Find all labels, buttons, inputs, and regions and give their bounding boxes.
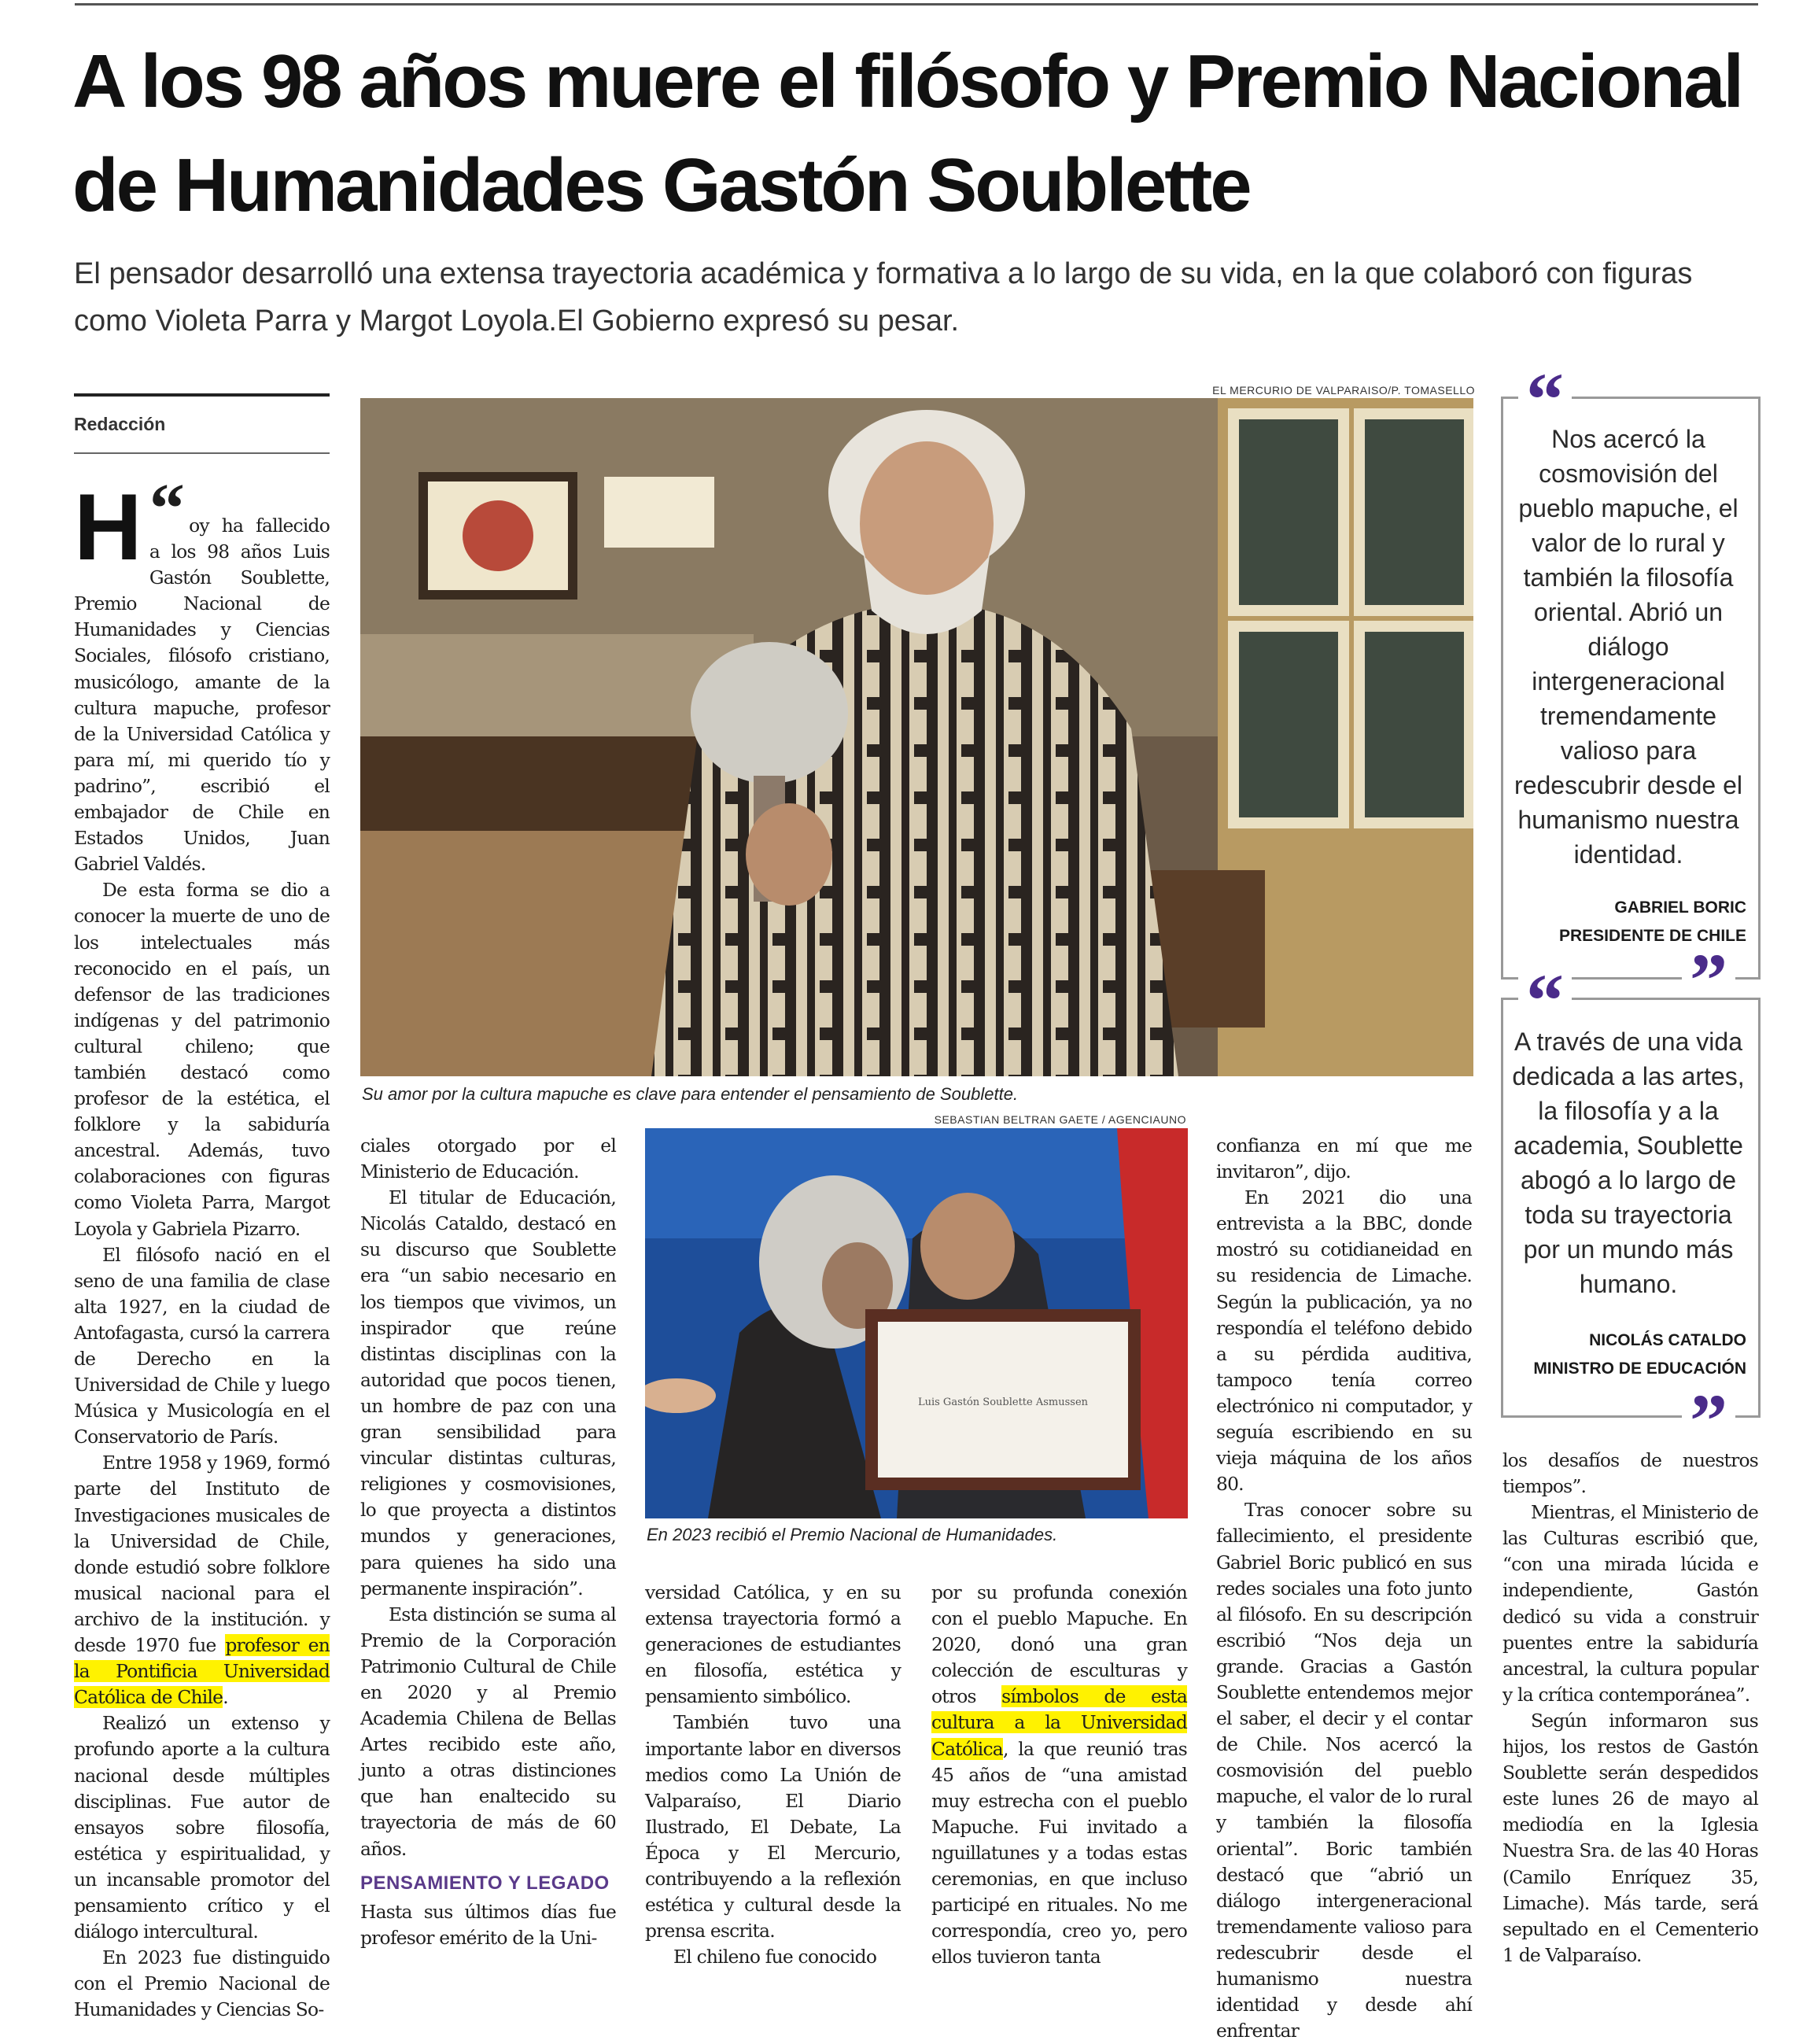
quote-open-mark: “ [149,470,185,548]
photo1-credit: EL MERCURIO DE VALPARAISO/P. TOMASELLO [1212,384,1475,397]
col6-paragraph-2: Mientras, el Ministerio de las Culturas escribió que, “con una mirada lúcida e independiente, Gastón dedicó su vida a construir puentes entre la sabiduría ancestral, la cultura popular y la crítica contemporánea”. [1502,1501,1758,1706]
col1-paragraph-5: Realizó un extenso y profundo aporte a la cultura nacional desde múltiples disciplinas. Fue autor de ensayos sobre filosofía, estética y espiritualidad, y un incansable promotor del pensamiento crítico y el diálogo intercultural. [74,1712,330,1943]
col6-paragraph-3: Según informaron sus hijos, los restos de Gastón Soublette serán despedidos este lunes 26 de mayo al mediodía en la Iglesia Nuestra Sra. de las 40 Horas (Camilo Enríquez 35, Limache). Más tarde, será sepultado en el Cementerio 1 de Valparaíso. [1502,1709,1758,1966]
col1-paragraph-3: El filósofo nació en el seno de una familia de clase alta 1927, en la ciudad de Antofagasta, cursó la carrera de Derecho en la Universidad de Chile y luego Música y Musicología en el Conservatorio de París. [74,1243,330,1448]
column-2 [360,1133,616,1951]
col1-paragraph-6: En 2023 fue distinguido con el Premio Nacional de Humanidades y Ciencias So- [74,1946,330,2021]
quote-text-cataldo: A través de una vida dedicada a las artes, la filosofía y a la academia, Soublette abogó a lo largo de toda su trayectoria por un mundo más humano. [1512,1028,1745,1298]
quote-open-icon: “ [1518,368,1572,431]
subhead-pensamiento: PENSAMIENTO Y LEGADO [360,1872,610,1894]
col3-paragraph-1: versidad Católica, y en su extensa trayectoria formó a generaciones de estudiantes en filosofía, estética y pensamiento simbólico. [645,1581,901,1708]
photo2-credit: SEBASTIAN BELTRAN GAETE / AGENCIAUNO [934,1113,1186,1126]
quote-attribution-cataldo [1510,1326,1746,1383]
highlight-universidad-catolica: símbolos de esta cultura a la Universidad Católica [931,1685,1187,1760]
photo1-caption: Su amor por la cultura mapuche es clave para entender el pensamiento de Soublette. [362,1084,1019,1104]
column-4 [931,1580,1187,1970]
quote-name-boric: GABRIEL BORIC [1614,898,1746,917]
col1-paragraph-1: “ H oy ha fallecido a los 98 años Luis Gastón Soublette, Premio Nacional de Humanidades y Ciencias Sociales, filósofo cristiano, musicólogo, amante de la cultura mapuche, profesor de la Universidad Católica y para mí, mi querido tío y padrino”, escribió el embajador de Chile en Estados Unidos, Juan Gabriel Valdés. [74,470,330,876]
photo2-caption: En 2023 recibió el Premio Nacional de Humanidades. [647,1525,1058,1544]
byline-rule-bottom [74,452,330,454]
col5-paragraph-3: Tras conocer sobre su fallecimiento, el presidente Gabriel Boric publicó en sus redes sociales una foto junto al filósofo. En su descripción escribió “Nos deja un grande. Gracias a Gastón Soublette entendemos mejor el saber, el decir y el contar de Chile. Nos acercó la cosmovisión del pueblo mapuche, el valor de lo rural y también la filosofía oriental”. Boric también destacó que “abrió un diálogo intergeneracional tremendamente valioso para redescubrir desde el humanismo nuestra identidad y desde ahí enfrentar [1216,1499,1472,2042]
col2-paragraph-3: Esta distinción se suma al Premio de la Corporación Patrimonio Cultural de Chile en 2020 y al Premio Academia Chilena de Bellas Artes recibido este año, junto a otras distinciones que han enaltecido su trayectoria de más de 60 años. [360,1603,616,1860]
byline-block [74,393,330,454]
col5-paragraph-1: confianza en mí que me invitaron”, dijo. [1216,1135,1472,1183]
byline: Redacción [74,414,166,434]
col4-paragraph-1: por su profunda conexión con el pueblo Mapuche. En 2020, donó una gran colección de esculturas y otros símbolos de esta cultura a la Universidad Católica, la que reunió tras 45 años de “una amistad muy estrecha con el pueblo Mapuche. Fui invitado a nguillatunes y a todas estas ceremonias, en que incluso participé en rituales. No me correspondía, creo yo, pero ellos tuvieron tanta [931,1581,1187,1968]
quote-role-cataldo: MINISTRO DE EDUCACIÓN [1533,1360,1746,1378]
top-rule [75,3,1758,6]
column-5 [1216,1133,1472,2044]
col2-paragraph-2: El titular de Educación, Nicolás Cataldo, destacó en su discurso que Soublette era “un sabio necesario en los tiempos que vivimos, un inspirador que reúne distintas disciplinas con la autoridad que pocos tienen, un hombre de paz con una gran sensibilidad para vincular distintas culturas, religiones y cosmovisiones, lo que proyecta a distintos mundos y generaciones, para quienes ha sido una permanente inspiración”. [360,1186,616,1599]
col5-paragraph-2: En 2021 dio una entrevista a la BBC, donde mostró su cotidianeidad en su residencia de Limache. Según la publicación, ya no respondía el teléfono debido a su pérdida auditiva, tampoco tenía correo electrónico ni computador, y seguía escribiendo en su vieja máquina de los años 80. [1216,1186,1472,1496]
quote-role-boric: PRESIDENTE DE CHILE [1558,927,1746,945]
highlight-pontificia: profesor en la Pontificia Universidad Católica de Chile [74,1634,330,1709]
column-3 [645,1580,901,1970]
quote-open-icon-2: “ [1518,969,1572,1032]
quote-text-boric: Nos acercó la cosmovisión del pueblo mapuche, el valor de lo rural y también la filosofía oriental. Abrió un diálogo intergeneracional tremendamente valioso para redescubrir desde el humanismo nuestra identidad. [1514,425,1742,869]
quote-close-icon: ” [1682,949,1735,1012]
deck: El pensador desarrolló una extensa trayectoria académica y formativa a lo largo de su vida, en la que colaboró con figuras como Violeta Parra y Margot Loyola.El Gobierno expresó su pesar. [74,257,1693,338]
headline: A los 98 años muere el filósofo y Premio Nacional de Humanidades Gastón Soublette [72,39,1742,227]
col3-paragraph-3: El chileno fue conocido [673,1946,877,1968]
column-1 [74,470,330,2023]
photo-award-ceremony [645,1128,1188,1518]
col1-paragraph-2: De esta forma se dio a conocer la muerte de uno de los intelectuales más reconocido en el país, un defensor de las tradiciones indígenas y del patrimonio cultural chileno; que también destacó como profesor de la estética, el folklore y la sabiduría ancestral. Además, tuvo colaboraciones con figuras como Violeta Parra, Margot Loyola y Gabriela Pizarro. [74,879,330,1240]
dropcap: H [74,474,142,580]
quote-close-icon-2: ” [1682,1389,1735,1452]
col2-paragraph-1: ciales otorgado por el Ministerio de Educación. [360,1135,616,1183]
col1-paragraph-4: Entre 1958 y 1969, formó parte del Instituto de Investigaciones musicales de la Universidad de Chile, donde estudió sobre folklore musical nacional para el archivo de la institución. y desde 1970 fue profesor en la Pontificia Universidad Católica de Chile. [74,1452,330,1709]
diploma-text: Luis Gastón Soublette Asmussen [917,1396,1089,1408]
col3-paragraph-2: También tuvo una importante labor en diversos medios como La Unión de Valparaíso, El Diario Ilustrado, El Debate, La Época y El Mercurio, contribuyendo a la reflexión estética y cultural desde la prensa escrita. [645,1711,901,1943]
photo-soublette-poncho [360,398,1473,1076]
quote-name-cataldo: NICOLÁS CATALDO [1589,1331,1746,1349]
column-6 [1502,1448,1758,1968]
main-photo [360,398,1473,1076]
col6-paragraph-1: los desafíos de nuestros tiempos”. [1502,1449,1758,1498]
col2-paragraph-4: Hasta sus últimos días fue profesor emérito de la Uni- [360,1900,616,1949]
award-photo [645,1128,1188,1518]
